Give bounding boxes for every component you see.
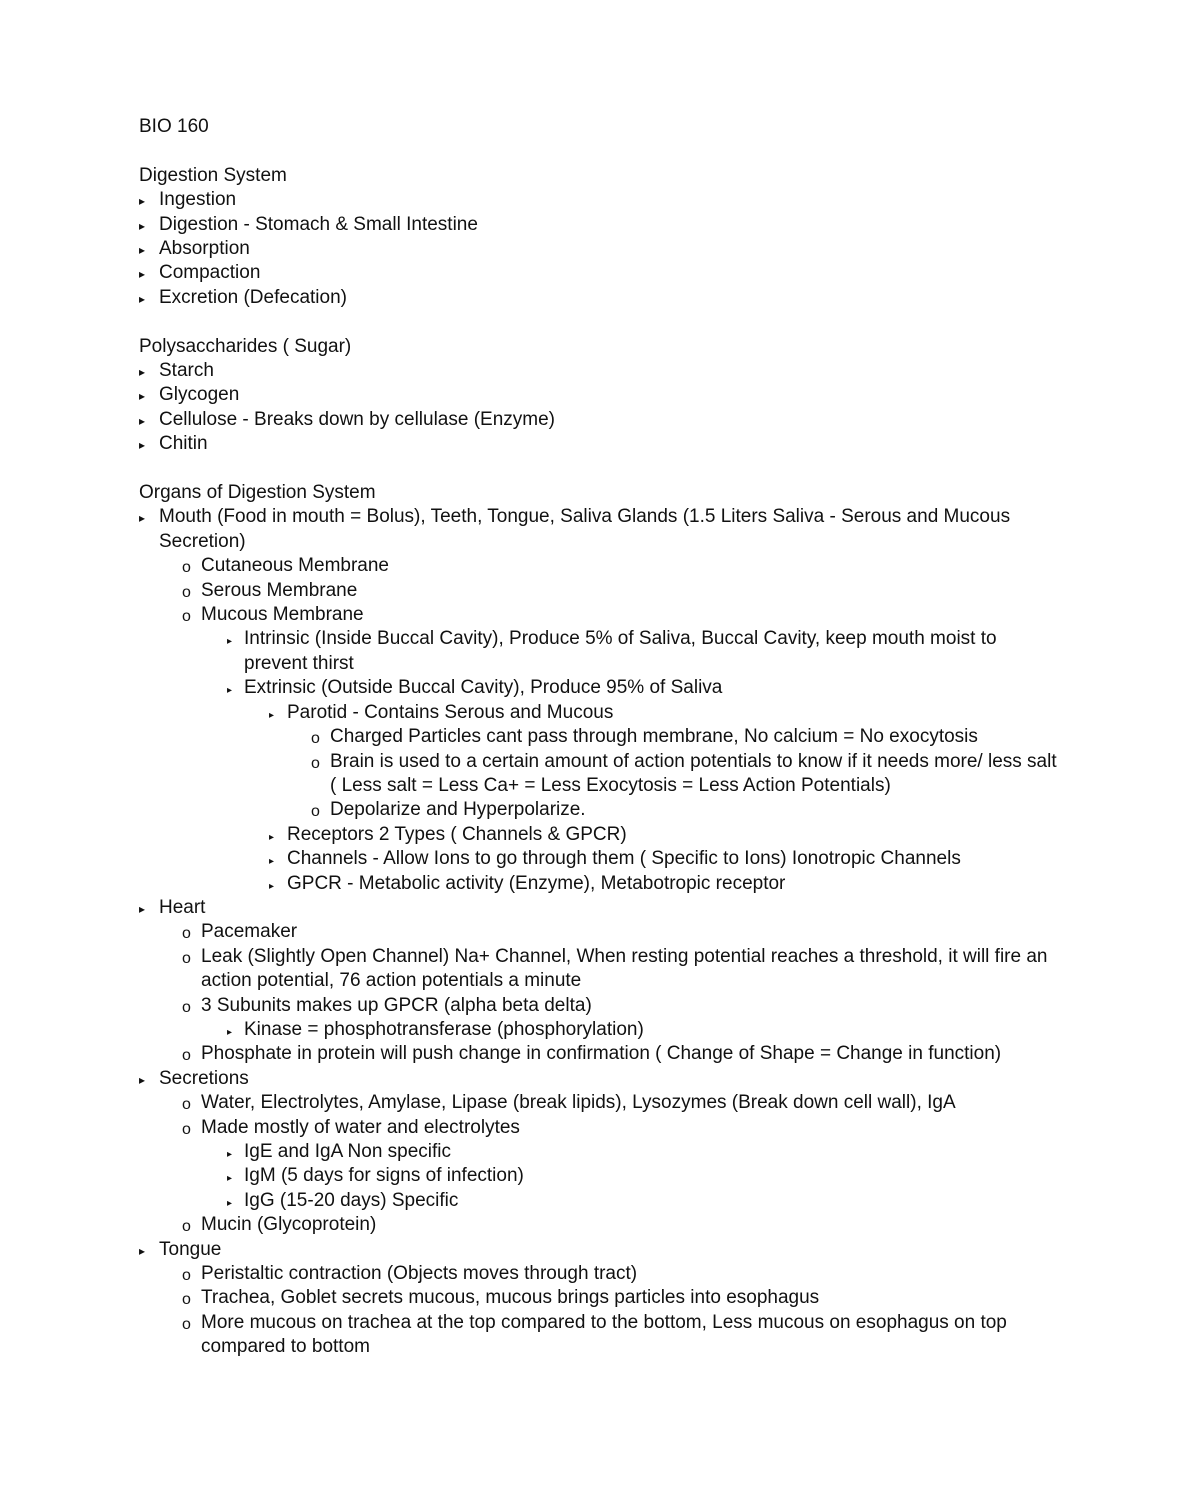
outline-item-level-5 [139, 798, 1064, 822]
bullet-circle-icon [182, 603, 196, 629]
outline-item-text: Intrinsic (Inside Buccal Cavity), Produce 5% of Saliva, Buccal Cavity, keep mouth moist to prevent thirst [244, 628, 997, 674]
list-item: ▸ Absorption [139, 237, 1064, 261]
list-item: ▸ Chitin [139, 432, 1064, 456]
outline-item-level-5 [139, 725, 1064, 749]
outline-item-level-2 [139, 1116, 1064, 1140]
spacer [139, 139, 1064, 163]
bullet-triangle-icon [227, 627, 241, 655]
outline-item-level-1 [139, 896, 1064, 920]
outline-item-level-2 [139, 579, 1064, 603]
outline-item-text: Brain is used to a certain amount of action potentials to know if it needs more/ less salt ( Less salt = Less Ca+ = Less Exocytosis = Less Action Potentials) [330, 750, 1057, 796]
outline-item-text: Mucous Membrane [201, 604, 364, 626]
bullet-triangle-icon [139, 359, 153, 385]
outline-item-text: 3 Subunits makes up GPCR (alpha beta delta) [201, 994, 592, 1016]
bullet-circle-icon [182, 1262, 196, 1288]
bullet-triangle-icon [139, 213, 153, 239]
outline-item-level-2 [139, 603, 1064, 627]
bullet-triangle-icon [139, 261, 153, 287]
bullet-triangle-icon [139, 383, 153, 409]
outline-item-level-4 [139, 823, 1064, 847]
outline-item-text: Heart [159, 896, 206, 918]
bullet-triangle-icon [139, 408, 153, 434]
bullet-circle-icon [182, 945, 196, 971]
outline-item-text: Mucin (Glycoprotein) [201, 1214, 377, 1236]
outline-item-level-3 [139, 1018, 1064, 1042]
bullet-circle-icon [182, 1213, 196, 1239]
bullet-circle-icon [182, 1286, 196, 1312]
outline-item-level-3 [139, 676, 1064, 700]
outline-item-text: Kinase = phosphotransferase (phosphorylation) [244, 1018, 644, 1040]
outline-item-level-5 [139, 750, 1064, 799]
list-item: ▸ Digestion - Stomach & Small Intestine [139, 213, 1064, 237]
outline-item-level-2 [139, 920, 1064, 944]
outline-item-text: Phosphate in protein will push change in confirmation ( Change of Shape = Change in function) [201, 1043, 1002, 1065]
outline-item-text: Trachea, Goblet secrets mucous, mucous brings particles into esophagus [201, 1287, 820, 1309]
bullet-circle-icon [182, 1042, 196, 1068]
bullet-triangle-icon [139, 432, 153, 458]
outline-item-level-2 [139, 1286, 1064, 1310]
outline-item-text: Channels - Allow Ions to go through them ( Specific to Ions) Ionotropic Channels [287, 848, 961, 870]
bullet-triangle-icon [139, 896, 153, 922]
bullet-circle-icon [182, 1311, 196, 1337]
document-content [139, 115, 1064, 1360]
outline-item-level-2 [139, 1262, 1064, 1286]
list-item: ▸ Cellulose - Breaks down by cellulase (Enzyme) [139, 408, 1064, 432]
course-title: BIO 160 [139, 116, 209, 137]
bullet-circle-icon [311, 725, 325, 751]
outline-item-level-3 [139, 1189, 1064, 1213]
spacer [139, 310, 1064, 334]
outline-item-text: Peristaltic contraction (Objects moves through tract) [201, 1263, 638, 1285]
spacer [139, 457, 1064, 481]
outline-item-level-2 [139, 1311, 1064, 1360]
outline-item-text: Leak (Slightly Open Channel) Na+ Channel, When resting potential reaches a threshold, it will fire an action potential, 76 action potentials a minute [201, 945, 1048, 992]
outline-item-level-4 [139, 872, 1064, 896]
outline-item-level-2 [139, 994, 1064, 1018]
outline-item-level-3 [139, 1140, 1064, 1164]
outline-item-level-2 [139, 1213, 1064, 1237]
outline-item-text: Depolarize and Hyperpolarize. [330, 799, 586, 821]
outline-item-level-2 [139, 945, 1064, 994]
outline-item-text: Pacemaker [201, 921, 298, 943]
outline-item-text: Made mostly of water and electrolytes [201, 1116, 520, 1138]
bullet-triangle-icon [139, 1238, 153, 1264]
outline-item-level-4 [139, 847, 1064, 871]
outline-item-text: Charged Particles cant pass through membrane, No calcium = No exocytosis [330, 726, 978, 748]
outline-item-text: Extrinsic (Outside Buccal Cavity), Produce 95% of Saliva [244, 677, 723, 699]
outline-item-text: Water, Electrolytes, Amylase, Lipase (break lipids), Lysozymes (Break down cell wall), IgA [201, 1092, 956, 1114]
section-heading-digestion-system: Digestion System [139, 164, 287, 186]
bullet-triangle-icon [139, 188, 153, 214]
bullet-triangle-icon [139, 505, 153, 531]
list-item: ▸ Excretion (Defecation) [139, 286, 1064, 310]
outline-item-text: Mouth (Food in mouth = Bolus), Teeth, Tongue, Saliva Glands (1.5 Liters Saliva - Serous and Mucous Secretion) [159, 506, 1011, 552]
list-item: ▸ Compaction [139, 261, 1064, 285]
bullet-circle-icon [182, 994, 196, 1020]
outline-item-level-1 [139, 505, 1064, 554]
outline-item-text: IgE and IgA Non specific [244, 1141, 452, 1162]
list-item: ▸ Glycogen [139, 383, 1064, 407]
bullet-circle-icon [182, 1091, 196, 1117]
outline-item-level-2 [139, 1091, 1064, 1115]
outline-item-text: Receptors 2 Types ( Channels & GPCR) [287, 823, 627, 845]
outline-item-text: Secretions [159, 1067, 249, 1089]
section-heading-polysaccharides: Polysaccharides ( Sugar) [139, 335, 352, 357]
bullet-circle-icon [311, 798, 325, 824]
outline-list [139, 505, 1064, 1359]
bullet-circle-icon [182, 920, 196, 946]
bullet-triangle-icon [139, 286, 153, 312]
outline-item-level-1 [139, 1067, 1064, 1091]
bullet-circle-icon [182, 1116, 196, 1142]
outline-item-level-2 [139, 554, 1064, 578]
outline-item-level-1 [139, 1238, 1064, 1262]
bullet-circle-icon [182, 554, 196, 580]
outline-item-text: Tongue [159, 1238, 222, 1260]
list-item: ▸ Ingestion [139, 188, 1064, 212]
bullet-circle-icon [311, 750, 325, 776]
section-heading-organs: Organs of Digestion System [139, 482, 376, 504]
outline-item-text: Serous Membrane [201, 579, 358, 601]
outline-item-text: IgM (5 days for signs of infection) [244, 1165, 524, 1187]
bullet-triangle-icon [139, 237, 153, 263]
outline-item-text: GPCR - Metabolic activity (Enzyme), Metabotropic receptor [287, 872, 786, 894]
outline-item-text: IgG (15-20 days) Specific [244, 1189, 459, 1211]
outline-item-level-3 [139, 1164, 1064, 1188]
bullet-circle-icon [182, 579, 196, 605]
outline-item-level-2 [139, 1042, 1064, 1066]
outline-item-text: Cutaneous Membrane [201, 555, 389, 577]
bullet-triangle-icon [139, 1067, 153, 1093]
outline-item-text: More mucous on trachea at the top compared to the bottom, Less mucous on esophagus on top compared to bottom [201, 1311, 1007, 1358]
list-item: ▸ Starch [139, 359, 1064, 383]
outline-item-level-4 [139, 701, 1064, 725]
outline-item-text: Parotid - Contains Serous and Mucous [287, 701, 614, 723]
outline-item-level-3 [139, 627, 1064, 676]
